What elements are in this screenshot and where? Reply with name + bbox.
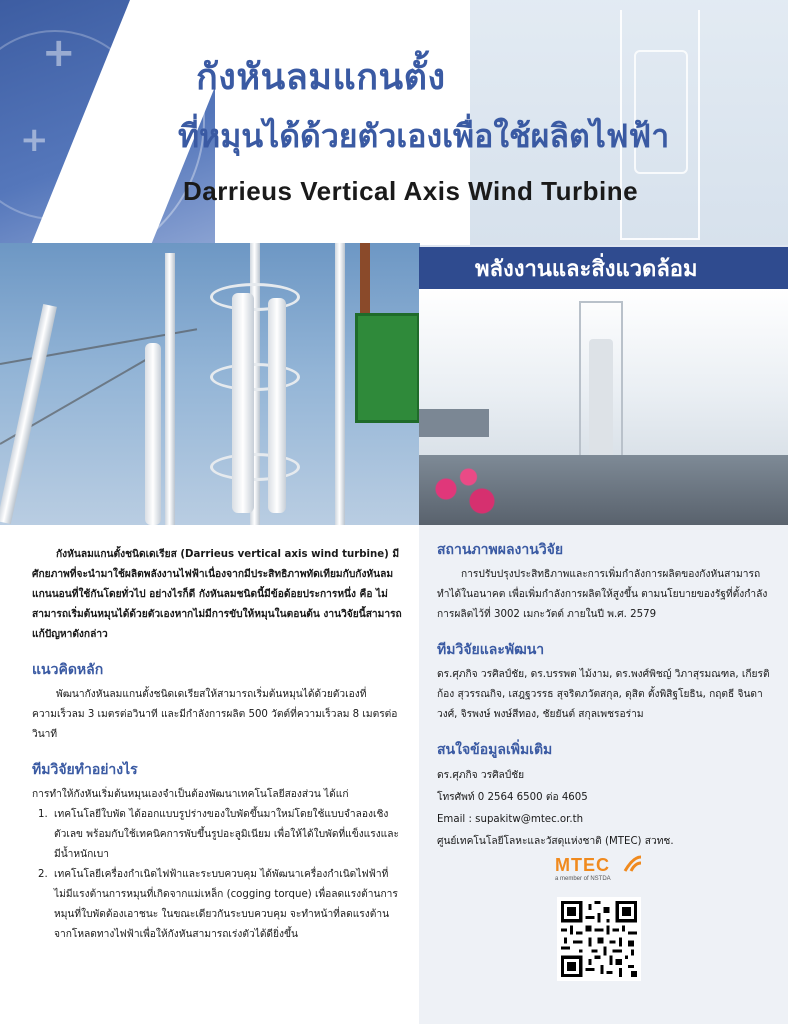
photo-turbine-blade bbox=[232, 293, 254, 513]
page-title: กังหันลมแกนตั้ง bbox=[196, 57, 446, 98]
plus-icon: + bbox=[20, 120, 49, 160]
category-banner bbox=[419, 247, 788, 289]
status-paragraph: การปรับปรุงประสิทธิภาพและการเพิ่มกำลังการผลิตของกังหันสามารถทำได้ในอนาคต เพื่อเพิ่มกำลังการผลิตให้สูงขึ้น ตามนโยบายของรัฐที่ตั้งกำลังการผลิตไว้ที่ 3002 เมกะวัตต์ ภายในปี พ.ศ. 2579 bbox=[437, 569, 768, 620]
photo-turbine-ring bbox=[210, 363, 300, 391]
contact-phone: โทรศัพท์ 0 2564 6500 ต่อ 4605 bbox=[437, 792, 588, 803]
status-heading: สถานภาพผลงานวิจัย bbox=[437, 542, 564, 558]
step-number: 2. bbox=[38, 869, 48, 880]
photo-turbine-ring bbox=[210, 283, 300, 311]
photo-turbine-blade bbox=[268, 298, 286, 513]
contact-organization: ศูนย์เทคโนโลยีโลหะและวัสดุแห่งชาติ (MTEC) สวทช. bbox=[437, 836, 674, 847]
category-label: พลังงานและสิ่งแวดล้อม bbox=[475, 256, 698, 282]
left-column bbox=[0, 525, 419, 1024]
contact-heading: สนใจข้อมูลเพิ่มเติม bbox=[437, 742, 553, 758]
plus-icon: + bbox=[42, 30, 76, 76]
logo-wordmark: MTEC bbox=[555, 855, 610, 875]
step-text: เทคโนโลยีเครื่องกำเนิดไฟฟ้าและระบบควบคุม ได้พัฒนาเครื่องกำเนิดไฟฟ้าที่ไม่มีแรงต้านการหมุนที่เกิดจากแม่เหล็ก (cogging torque) เพื่อลดแรงต้านการหมุนที่ใบพัดต้องเอาชนะ ในขณะเดียวกันระบบควบคุม จะทำหน้าที่ลดแรงต้านจากโหลดทางไฟฟ้าเพื่อให้กังหันสามารถเร่งตัวได้ดียิ่งขึ้น bbox=[54, 869, 398, 940]
logo-tagline: a member of NSTDA bbox=[555, 876, 611, 882]
photo-tower-pole bbox=[335, 243, 345, 525]
photo-turbine bbox=[589, 339, 613, 459]
photo-turbine-ring bbox=[210, 453, 300, 481]
mtec-logo bbox=[555, 855, 645, 893]
photo-roof bbox=[419, 409, 489, 437]
team-members: ดร.ศุภกิจ วรศิลป์ชัย, ดร.บรรพต ไม้งาม, ดร.พงศ์พิชญ์ วิภาสุรมณฑล, เกียรติก้อง สุวรรณกิจ, เสฎฐวรรธ สุจริตภวัตสกุล, ดุสิต ตั้งพิสิฐโยธิน, กฤตธี จินดาวงศ์, จิรพงษ์ พงษ์สีทอง, ชัยยันต์ สกุลเพชรอร่าม bbox=[437, 669, 770, 720]
method-steps bbox=[38, 805, 403, 945]
concept-paragraph: พัฒนากังหันลมแกนตั้งชนิดเดเรียสให้สามารถเริ่มต้นหมุนได้ด้วยตัวเองที่ความเร็วลม 3 เมตรต่อวินาที และมีกำลังการผลิต 500 วัตต์ที่ความเร็วลม 8 เมตรต่อวินาที bbox=[32, 689, 398, 740]
photo-tower-pole bbox=[165, 253, 175, 525]
method-intro: การทำให้กังหันเริ่มต้นหมุนเองจำเป็นต้องพัฒนาเทคโนโลยีสองส่วน ได้แก่ bbox=[32, 789, 349, 800]
qr-code[interactable] bbox=[557, 897, 641, 981]
team-heading: ทีมวิจัยและพัฒนา bbox=[437, 642, 545, 658]
intro-paragraph: กังหันลมแกนตั้งชนิดเดเรียส (Darrieus vertical axis wind turbine) มีศักยภาพที่จะนำมาใช้ผลิตพลังงานไฟฟ้าเนื่องจากมีประสิทธิภาพทัดเทียมกับกังหันลมแกนนอนที่ใช้กันโดยทั่วไป อย่างไรก็ดี กังหันลมชนิดนี้มีข้อด้อยประการหนึ่ง คือ ไม่สามารถเริ่มต้นหมุนได้ด้วยตัวเองหากไม่มีการขับให้หมุนในตอนต้น งานวิจัยนี้สามารถแก้ปัญหาดังกล่าว bbox=[32, 549, 402, 640]
photo-crane-arm bbox=[360, 243, 370, 313]
turbine-photo-left bbox=[0, 243, 420, 525]
turbine-photo-right bbox=[419, 289, 788, 525]
step-text: เทคโนโลยีใบพัด ได้ออกแบบรูปร่างของใบพัดขึ้นมาใหม่โดยใช้แบบจำลองเชิงตัวเลข พร้อมกับใช้เทคนิคการพับขึ้นรูปอะลูมิเนียม เพื่อให้ได้ใบพัดที่แข็งแรงและมีน้ำหนักเบา bbox=[54, 809, 399, 860]
list-item bbox=[38, 805, 403, 865]
step-number: 1. bbox=[38, 809, 48, 820]
logo-mark-icon bbox=[623, 855, 643, 873]
photo-flowers bbox=[419, 465, 509, 525]
method-heading: ทีมวิจัยทำอย่างไร bbox=[32, 762, 138, 778]
concept-heading: แนวคิดหลัก bbox=[32, 662, 104, 678]
photo-turbine-blade bbox=[145, 343, 161, 525]
page-title-english: Darrieus Vertical Axis Wind Turbine bbox=[183, 176, 639, 206]
contact-name: ดร.ศุภกิจ วรศิลป์ชัย bbox=[437, 770, 525, 781]
list-item bbox=[38, 865, 403, 945]
photo-lift-basket bbox=[355, 313, 420, 423]
contact-email[interactable]: Email : supakitw@mtec.or.th bbox=[437, 814, 584, 825]
qr-code-icon bbox=[561, 901, 637, 977]
page-subtitle: ที่หมุนได้ด้วยตัวเองเพื่อใช้ผลิตไฟฟ้า bbox=[178, 117, 670, 155]
